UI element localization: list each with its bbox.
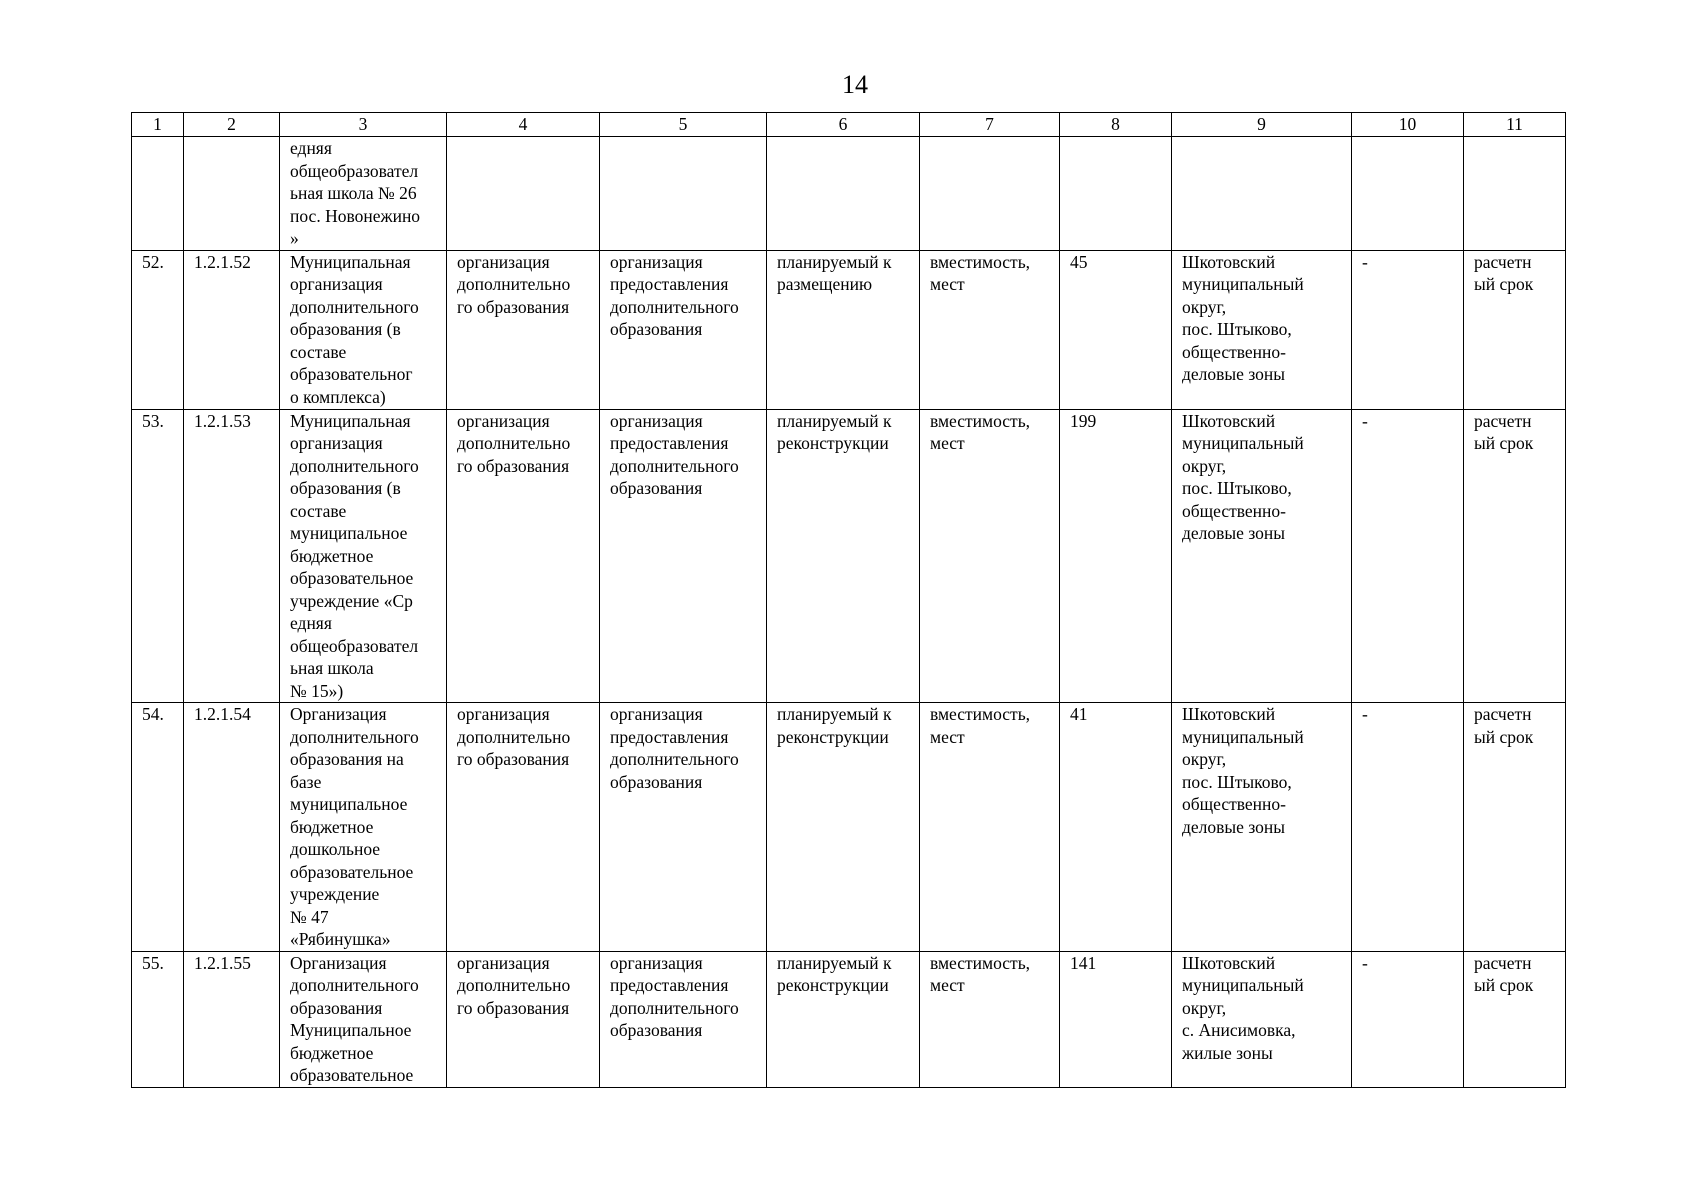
column-header-5: 5 [600, 113, 767, 137]
object-term: расчетн ый срок [1464, 951, 1566, 1087]
table-row [132, 951, 1566, 1087]
object-zone [1352, 137, 1464, 251]
row-code: 1.2.1.54 [184, 703, 280, 952]
object-name: Муниципальная организация дополнительного образования (в составе образовательног о комплекса) [280, 250, 447, 409]
object-term: расчетн ый срок [1464, 703, 1566, 952]
object-location: Шкотовский муниципальный округ, с. Анисимовка, жилые зоны [1172, 951, 1352, 1087]
object-name: едняя общеобразовател ьная школа № 26 пос. Новонежино » [280, 137, 447, 251]
column-header-6: 6 [767, 113, 920, 137]
header-row [132, 113, 1566, 137]
page-number: 14 [842, 70, 868, 99]
row-code: 1.2.1.52 [184, 250, 280, 409]
object-type [447, 137, 600, 251]
object-zone: - [1352, 951, 1464, 1087]
object-status: планируемый к реконструкции [767, 409, 920, 703]
object-name: Муниципальная организация дополнительного образования (в составе муниципальное бюджетное образовательное учреждение «Ср едняя общеобразовател ьная школа № 15») [280, 409, 447, 703]
object-type: организация дополнительно го образования [447, 951, 600, 1087]
object-indicator: вместимость, мест [920, 951, 1060, 1087]
object-name: Организация дополнительного образования на базе муниципальное бюджетное дошкольное образовательное учреждение № 47 «Рябинушка» [280, 703, 447, 952]
object-location: Шкотовский муниципальный округ, пос. Штыково, общественно- деловые зоны [1172, 703, 1352, 952]
object-value: 45 [1060, 250, 1172, 409]
object-indicator: вместимость, мест [920, 409, 1060, 703]
object-value [1060, 137, 1172, 251]
object-term: расчетн ый срок [1464, 250, 1566, 409]
object-value: 199 [1060, 409, 1172, 703]
object-type: организация дополнительно го образования [447, 250, 600, 409]
row-code: 1.2.1.53 [184, 409, 280, 703]
object-purpose [600, 137, 767, 251]
object-location: Шкотовский муниципальный округ, пос. Штыково, общественно- деловые зоны [1172, 250, 1352, 409]
object-indicator: вместимость, мест [920, 703, 1060, 952]
object-indicator [920, 137, 1060, 251]
object-status: планируемый к размещению [767, 250, 920, 409]
column-header-9: 9 [1172, 113, 1352, 137]
object-zone: - [1352, 250, 1464, 409]
row-number: 52. [132, 250, 184, 409]
row-code: 1.2.1.55 [184, 951, 280, 1087]
column-header-2: 2 [184, 113, 280, 137]
column-header-7: 7 [920, 113, 1060, 137]
row-number [132, 137, 184, 251]
object-purpose: организация предоставления дополнительного образования [600, 703, 767, 952]
object-type: организация дополнительно го образования [447, 703, 600, 952]
table-row [132, 250, 1566, 409]
row-code [184, 137, 280, 251]
object-purpose: организация предоставления дополнительного образования [600, 951, 767, 1087]
objects-table [131, 112, 1566, 1088]
object-status: планируемый к реконструкции [767, 703, 920, 952]
object-value: 141 [1060, 951, 1172, 1087]
object-type: организация дополнительно го образования [447, 409, 600, 703]
object-purpose: организация предоставления дополнительного образования [600, 250, 767, 409]
column-header-4: 4 [447, 113, 600, 137]
object-term: расчетн ый срок [1464, 409, 1566, 703]
column-header-11: 11 [1464, 113, 1566, 137]
object-purpose: организация предоставления дополнительного образования [600, 409, 767, 703]
table-row [132, 703, 1566, 952]
column-header-10: 10 [1352, 113, 1464, 137]
row-number: 54. [132, 703, 184, 952]
column-header-8: 8 [1060, 113, 1172, 137]
column-header-3: 3 [280, 113, 447, 137]
table-row-continuation [132, 137, 1566, 251]
object-value: 41 [1060, 703, 1172, 952]
object-zone: - [1352, 703, 1464, 952]
object-name: Организация дополнительного образования Муниципальное бюджетное образовательное [280, 951, 447, 1087]
object-zone: - [1352, 409, 1464, 703]
table-row [132, 409, 1566, 703]
object-term [1464, 137, 1566, 251]
row-number: 55. [132, 951, 184, 1087]
object-status [767, 137, 920, 251]
object-location [1172, 137, 1352, 251]
column-header-1: 1 [132, 113, 184, 137]
row-number: 53. [132, 409, 184, 703]
object-location: Шкотовский муниципальный округ, пос. Штыково, общественно- деловые зоны [1172, 409, 1352, 703]
object-indicator: вместимость, мест [920, 250, 1060, 409]
object-status: планируемый к реконструкции [767, 951, 920, 1087]
